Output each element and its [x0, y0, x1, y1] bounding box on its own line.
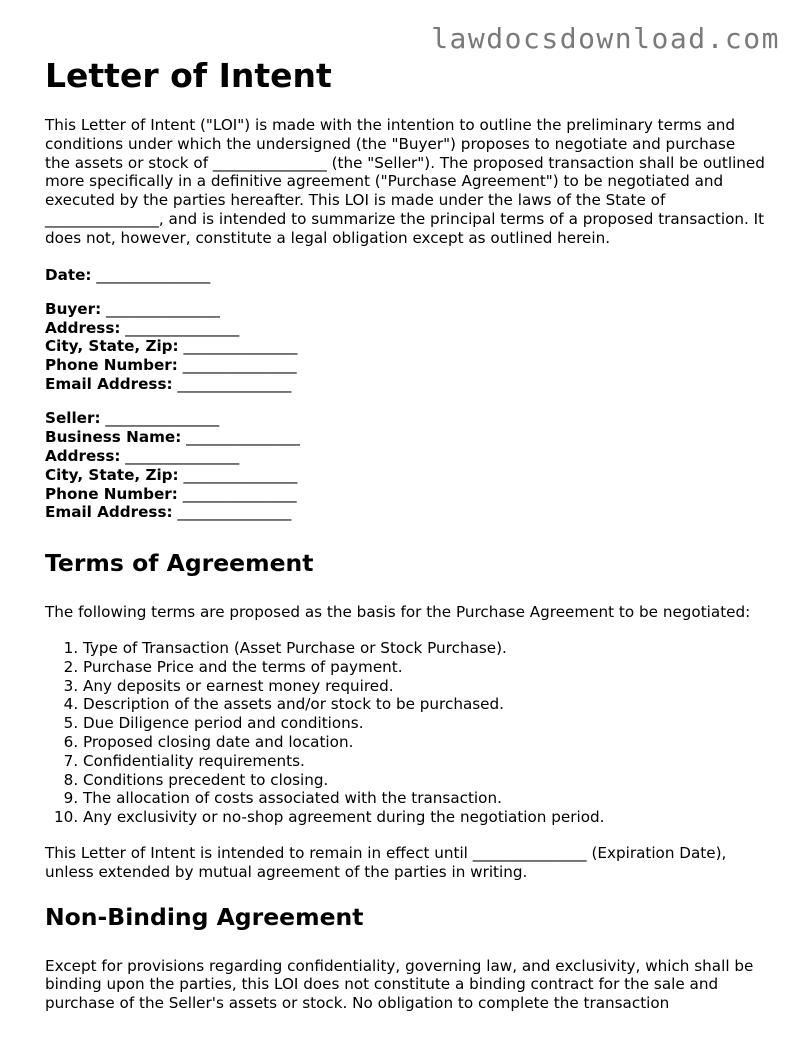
list-item: 5. Due Diligence period and conditions. — [83, 714, 765, 733]
field-blank: _______________ — [177, 503, 292, 522]
field-blank: _______________ — [96, 265, 211, 284]
list-item: 8. Conditions precedent to closing. — [83, 771, 765, 790]
terms-list — [45, 639, 765, 827]
expiry-paragraph: This Letter of Intent is intended to remain in effect until _______________ (Expiration Date), unless extended by mutual agreement of the parties in writing. — [45, 843, 727, 881]
seller-section — [45, 409, 765, 522]
field-blank: _______________ — [105, 299, 220, 318]
field-blank: _______________ — [182, 484, 297, 503]
non-binding-paragraph: Except for provisions regarding confidentiality, governing law, and exclusivity, which shall be binding upon the parties, this LOI does not constitute a binding contract for the sale and purchase of the Seller's assets or stock. No obligation to complete the transaction — [45, 956, 754, 1013]
seller-city-field — [45, 466, 765, 485]
field-label: Business Name: — [45, 428, 182, 447]
page-title: Letter of Intent — [45, 56, 332, 95]
buyer-city-field — [45, 337, 765, 356]
seller-phone-field — [45, 485, 765, 504]
date-field — [45, 266, 765, 285]
seller-email-field — [45, 503, 765, 522]
intro-paragraph: This Letter of Intent ("LOI") is made with the intention to outline the preliminary terms and conditions under which the undersigned (the "Buyer") proposes to negotiate and purchase the assets or stock of _______________ (the "Seller"). The proposed transaction shall be outlined more specifically in a definitive agreement ("Purchase Agreement") to be negotiated and executed by the parties hereafter. This LOI is made under the laws of the State of _______________, and is intended to summarize the principal terms of a proposed transaction. It does not, however, constitute a legal obligation except as outlined herein. — [45, 116, 765, 247]
field-label: Buyer: — [45, 299, 102, 318]
field-label: Email Address: — [45, 375, 173, 394]
list-item: 4. Description of the assets and/or stock to be purchased. — [83, 695, 765, 714]
field-blank: _______________ — [183, 337, 298, 356]
field-label: Email Address: — [45, 503, 173, 522]
list-item: 3. Any deposits or earnest money required. — [83, 677, 765, 696]
watermark: lawdocsdownload.com — [431, 22, 780, 55]
terms-intro: The following terms are proposed as the basis for the Purchase Agreement to be negotiated: — [45, 603, 751, 622]
field-label: City, State, Zip: — [45, 337, 179, 356]
seller-address-field — [45, 447, 765, 466]
list-item: 9. The allocation of costs associated with the transaction. — [83, 789, 765, 808]
list-item: 7. Confidentiality requirements. — [83, 752, 765, 771]
field-label: City, State, Zip: — [45, 465, 179, 484]
seller-name-field — [45, 409, 765, 428]
seller-business-field — [45, 428, 765, 447]
field-label: Date: — [45, 265, 92, 284]
field-label: Seller: — [45, 409, 101, 428]
list-item: 6. Proposed closing date and location. — [83, 733, 765, 752]
buyer-address-field — [45, 319, 765, 338]
field-label: Address: — [45, 318, 121, 337]
buyer-section — [45, 300, 765, 394]
buyer-name-field — [45, 300, 765, 319]
field-blank: _______________ — [177, 375, 292, 394]
list-item: 10. Any exclusivity or no-shop agreement during the negotiation period. — [83, 808, 765, 827]
field-blank: _______________ — [125, 446, 240, 465]
field-blank: _______________ — [182, 356, 297, 375]
field-blank: _______________ — [183, 465, 298, 484]
date-section — [45, 266, 765, 285]
document-page — [45, 54, 765, 1013]
field-label: Phone Number: — [45, 484, 178, 503]
buyer-email-field — [45, 375, 765, 394]
terms-heading: Terms of Agreement — [45, 549, 314, 578]
list-item: 2. Purchase Price and the terms of payment. — [83, 658, 765, 677]
field-blank: _______________ — [125, 318, 240, 337]
list-item: 1. Type of Transaction (Asset Purchase or Stock Purchase). — [83, 639, 765, 658]
field-blank: _______________ — [186, 428, 301, 447]
field-label: Address: — [45, 446, 121, 465]
buyer-phone-field — [45, 356, 765, 375]
non-binding-heading: Non-Binding Agreement — [45, 902, 364, 931]
field-blank: _______________ — [105, 409, 220, 428]
field-label: Phone Number: — [45, 356, 178, 375]
